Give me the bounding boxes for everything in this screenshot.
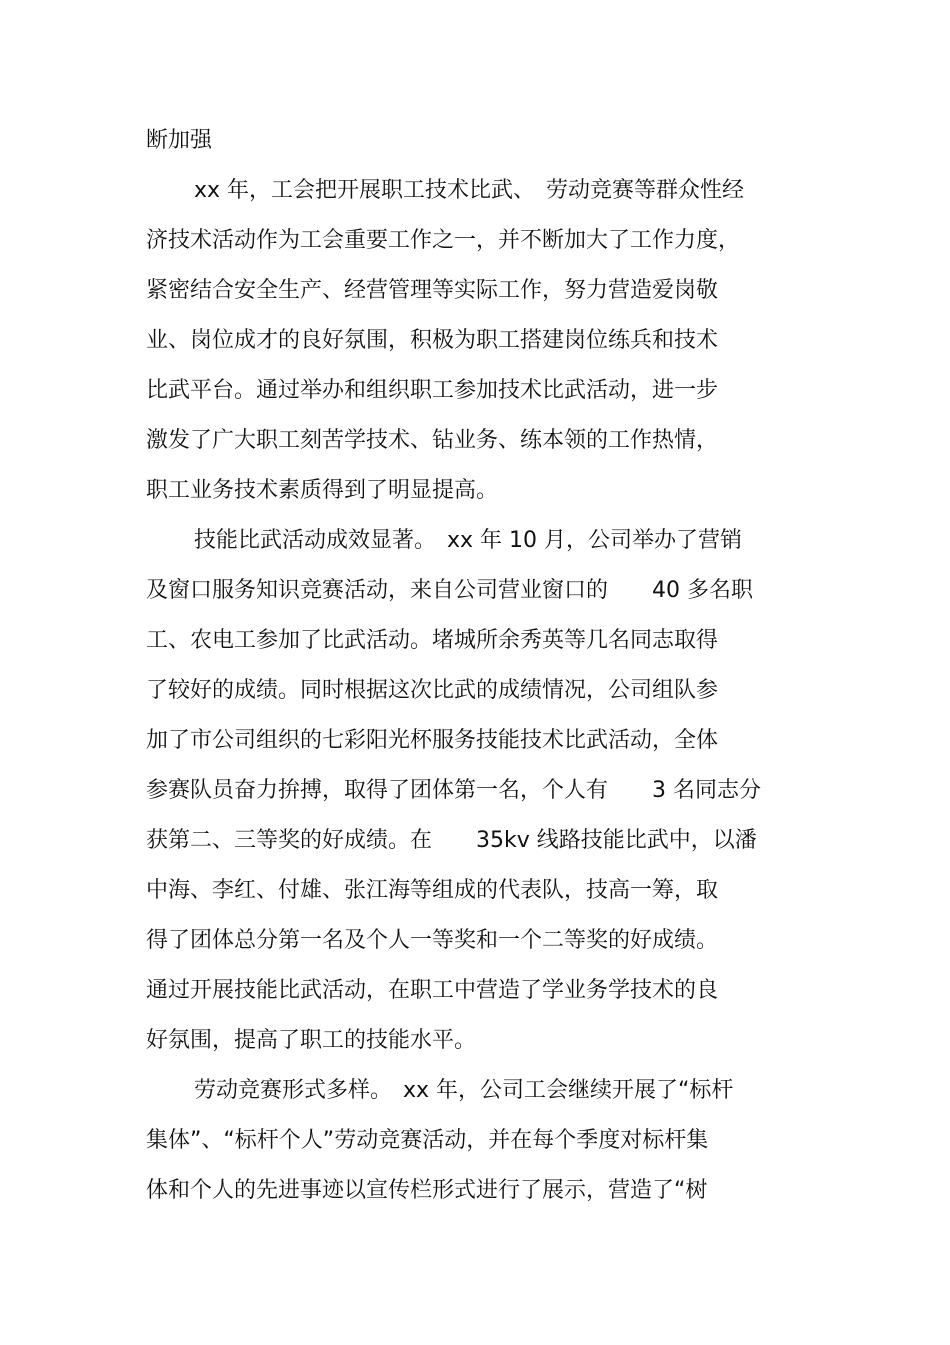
text-line-16: 中海、李红、付雄、张江海等组成的代表队，技高一筹，取 xyxy=(146,878,719,903)
text-line-10: 及窗口服务知识竞赛活动，来自公司营业窗口的 40 多名职 xyxy=(146,578,753,603)
text-line-14: 参赛队员奋力拚搏，取得了团体第一名，个人有 3 名同志分 xyxy=(146,778,761,803)
text-line-15: 获第二、三等奖的好成绩。在 35kv 线路技能比武中，以潘 xyxy=(146,828,757,853)
text-line-2: xx 年，工会把开展职工技术比武、 劳动竞赛等群众性经 xyxy=(194,178,745,203)
text-line-17: 得了团体总分第一名及个人一等奖和一个二等奖的好成绩。 xyxy=(146,928,719,953)
text-line-9: 技能比武活动成效显著。 xx 年 10 月，公司举办了营销 xyxy=(194,528,743,553)
text-line-1: 断加强 xyxy=(146,128,213,153)
text-line-5: 业、岗位成才的良好氛围，积极为职工搭建岗位练兵和技术 xyxy=(146,328,719,353)
text-line-3: 济技术活动作为工会重要工作之一，并不断加大了工作力度， xyxy=(146,228,741,253)
text-line-13: 加了市公司组织的七彩阳光杯服务技能技术比武活动，全体 xyxy=(146,728,719,753)
text-line-8: 职工业务技术素质得到了明显提高。 xyxy=(146,478,499,503)
text-line-20: 劳动竞赛形式多样。 xx 年，公司工会继续开展了“标杆 xyxy=(194,1078,734,1103)
text-line-6: 比武平台。通过举办和组织职工参加技术比武活动，进一步 xyxy=(146,378,719,403)
text-line-4: 紧密结合安全生产、经营管理等实际工作，努力营造爱岗敬 xyxy=(146,278,719,303)
text-line-18: 通过开展技能比武活动，在职工中营造了学业务学技术的良 xyxy=(146,978,719,1003)
text-line-19: 好氛围，提高了职工的技能水平。 xyxy=(146,1028,477,1053)
text-line-21: 集体”、“标杆个人”劳动竞赛活动，并在每个季度对标杆集 xyxy=(146,1128,709,1153)
text-line-12: 了较好的成绩。同时根据这次比武的成绩情况，公司组队参 xyxy=(146,678,719,703)
text-line-22: 体和个人的先进事迹以宣传栏形式进行了展示，营造了“树 xyxy=(146,1178,708,1203)
text-line-11: 工、农电工参加了比武活动。堵城所余秀英等几名同志取得 xyxy=(146,628,719,653)
text-line-7: 激发了广大职工刻苦学技术、钻业务、练本领的工作热情， xyxy=(146,428,719,453)
